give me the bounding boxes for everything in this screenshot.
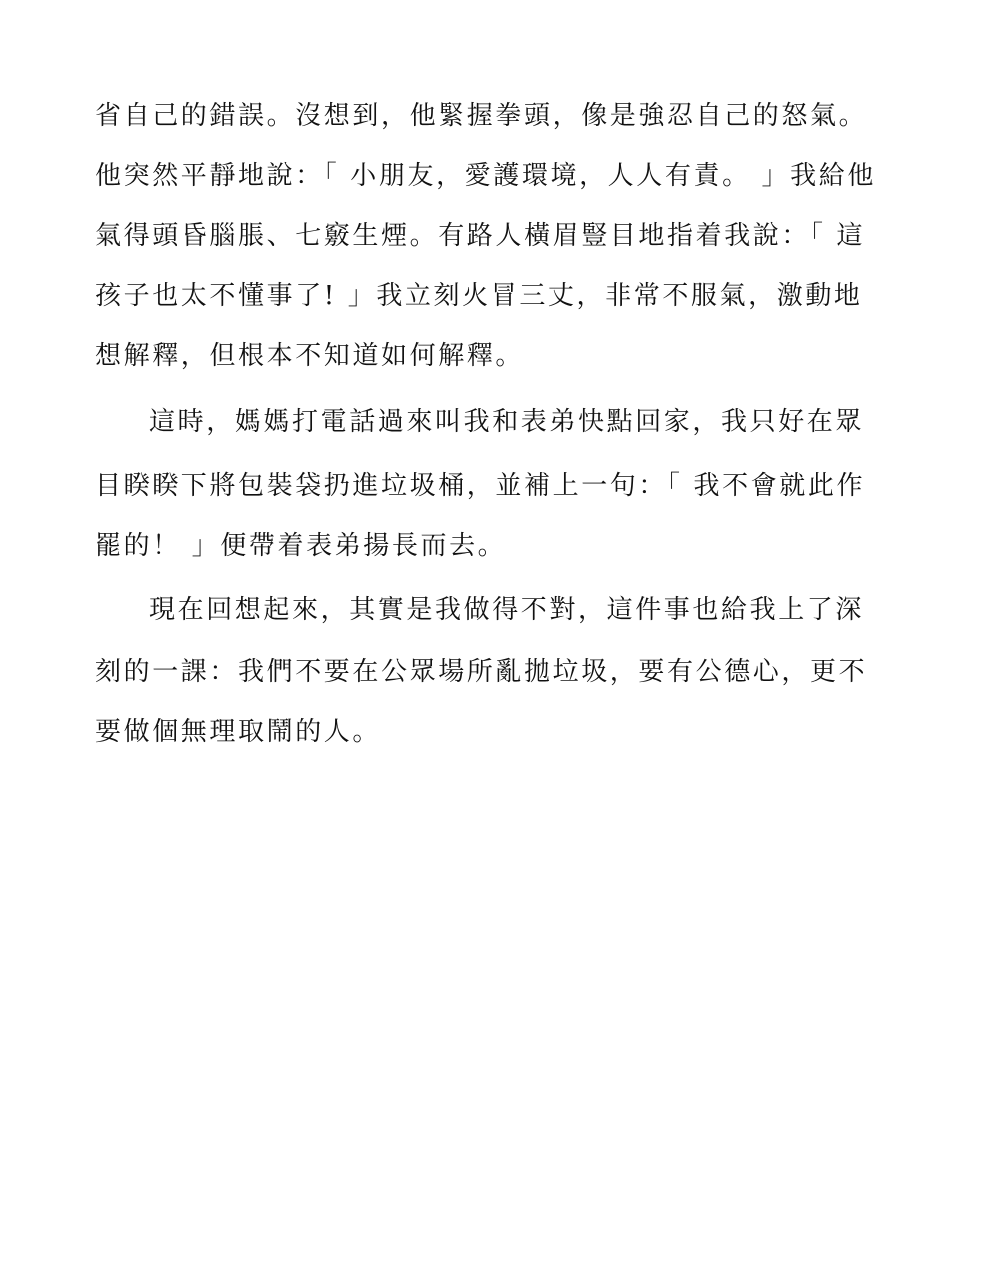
paragraph-1-line-4: 孩子也太不懂事了! 」我立刻火冒三丈，非常不服氣，激動地	[95, 281, 863, 311]
paragraph-1-line-3: 氣得頭昏腦脹、七竅生煙。有路人橫眉豎目地指着我說：「 這	[95, 221, 866, 251]
paragraph-3-line-2: 刻的一課：我們不要在公眾場所亂拋垃圾，要有公德心，更不	[95, 657, 868, 687]
paragraph-1-line-1: 省自己的錯誤。沒想到，他緊握拳頭，像是強忍自己的怒氣。	[95, 101, 868, 131]
paragraph-3-line-3: 要做個無理取鬧的人。	[95, 717, 382, 747]
paragraph-2-line-3: 罷的！ 」便帶着表弟揚長而去。	[95, 531, 507, 561]
paragraph-2-line-2: 目睽睽下將包裝袋扔進垃圾桶，並補上一句：「 我不會就此作	[95, 471, 866, 501]
paragraph-1-line-5: 想解釋，但根本不知道如何解釋。	[95, 341, 525, 371]
paragraph-3-line-1: 現在回想起來，其實是我做得不對，這件事也給我上了深	[149, 595, 865, 625]
paragraph-1-line-2: 他突然平靜地說：「 小朋友，愛護環境，人人有責。 」我給他	[95, 161, 876, 191]
paragraph-2-line-1: 這時，媽媽打電話過來叫我和表弟快點回家，我只好在眾	[149, 407, 865, 437]
